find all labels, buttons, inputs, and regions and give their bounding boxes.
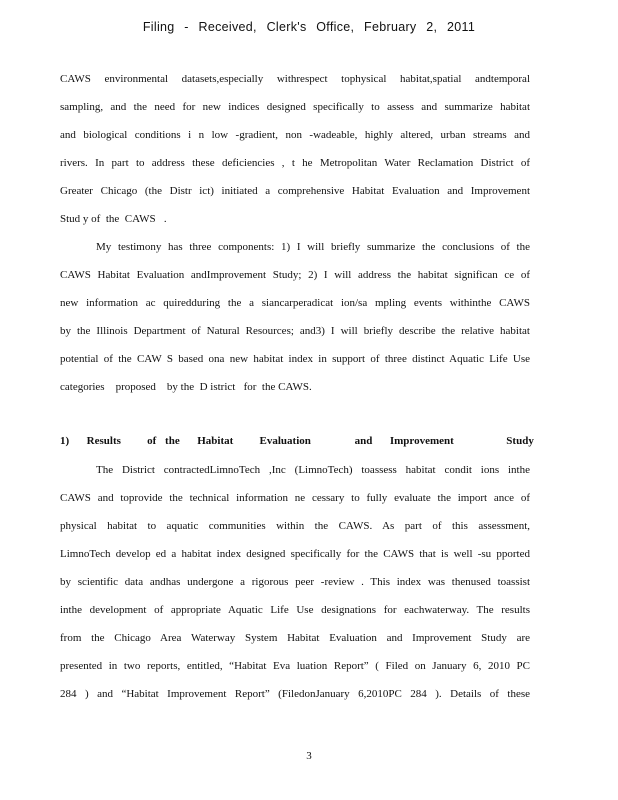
- paragraph-line: categories proposed by the D istrict for the CAWS.: [60, 381, 312, 393]
- paragraph-line: physical habitat to aquatic communities within the CAWS. As part of this assessment,: [60, 520, 530, 532]
- paragraph-line: and biological conditions i n low -gradient, non -wadeable, highly altered, urban streams and: [60, 129, 530, 141]
- paragraph-line: new information ac quiredduring the a siancarperadicat ion/sa mpling events withinthe CAWS: [60, 297, 530, 309]
- paragraph-line: The District contractedLimnoTech ,Inc (LimnoTech) toassess habitat condit ions inthe: [96, 464, 530, 476]
- paragraph-line: presented in two reports, entitled, “Habitat Eva luation Report” ( Filed on January 6, 2010 PC: [60, 660, 530, 672]
- paragraph-line: CAWS and toprovide the technical information ne cessary to fully evaluate the import ance of: [60, 492, 530, 504]
- filing-header: Filing - Received, Clerk's Office, February 2, 2011: [142, 20, 476, 34]
- page-number: 3: [306, 750, 312, 762]
- paragraph-line: LimnoTech develop ed a habitat index designed specifically for the CAWS that is well -su pported: [60, 548, 530, 560]
- paragraph-line: sampling, and the need for new indices designed specifically to assess and summarize habitat: [60, 101, 530, 113]
- paragraph-line: CAWS environmental datasets,especially withrespect tophysical habitat,spatial andtemporal: [60, 73, 530, 85]
- paragraph-line: 284 ) and “Habitat Improvement Report” (FiledonJanuary 6,2010PC 284 ). Details of these: [60, 688, 530, 700]
- section-heading: 1) Results of the Habitat Evaluation and Improvement Study: [60, 435, 534, 447]
- paragraph-line: Greater Chicago (the Distr ict) initiated a comprehensive Habitat Evaluation and Improvement: [60, 185, 530, 197]
- paragraph-line: by scientific data andhas undergone a rigorous peer -review . This index was thenused toassist: [60, 576, 530, 588]
- paragraph-line: CAWS Habitat Evaluation andImprovement Study; 2) I will address the habitat significan ce of: [60, 269, 530, 281]
- paragraph-line: rivers. In part to address these deficiencies , t he Metropolitan Water Reclamation District of: [60, 157, 530, 169]
- paragraph-line: by the Illinois Department of Natural Resources; and3) I will briefly describe the relative habitat: [60, 325, 530, 337]
- paragraph-line: My testimony has three components: 1) I will briefly summarize the conclusions of the: [96, 241, 530, 253]
- paragraph-line: inthe development of appropriate Aquatic Life Use designations for eachwaterway. The results: [60, 604, 530, 616]
- paragraph-line: from the Chicago Area Waterway System Habitat Evaluation and Improvement Study are: [60, 632, 530, 644]
- paragraph-line: potential of the CAW S based ona new habitat index in support of three distinct Aquatic Life Use: [60, 353, 530, 365]
- paragraph-line: Stud y of the CAWS .: [60, 213, 167, 225]
